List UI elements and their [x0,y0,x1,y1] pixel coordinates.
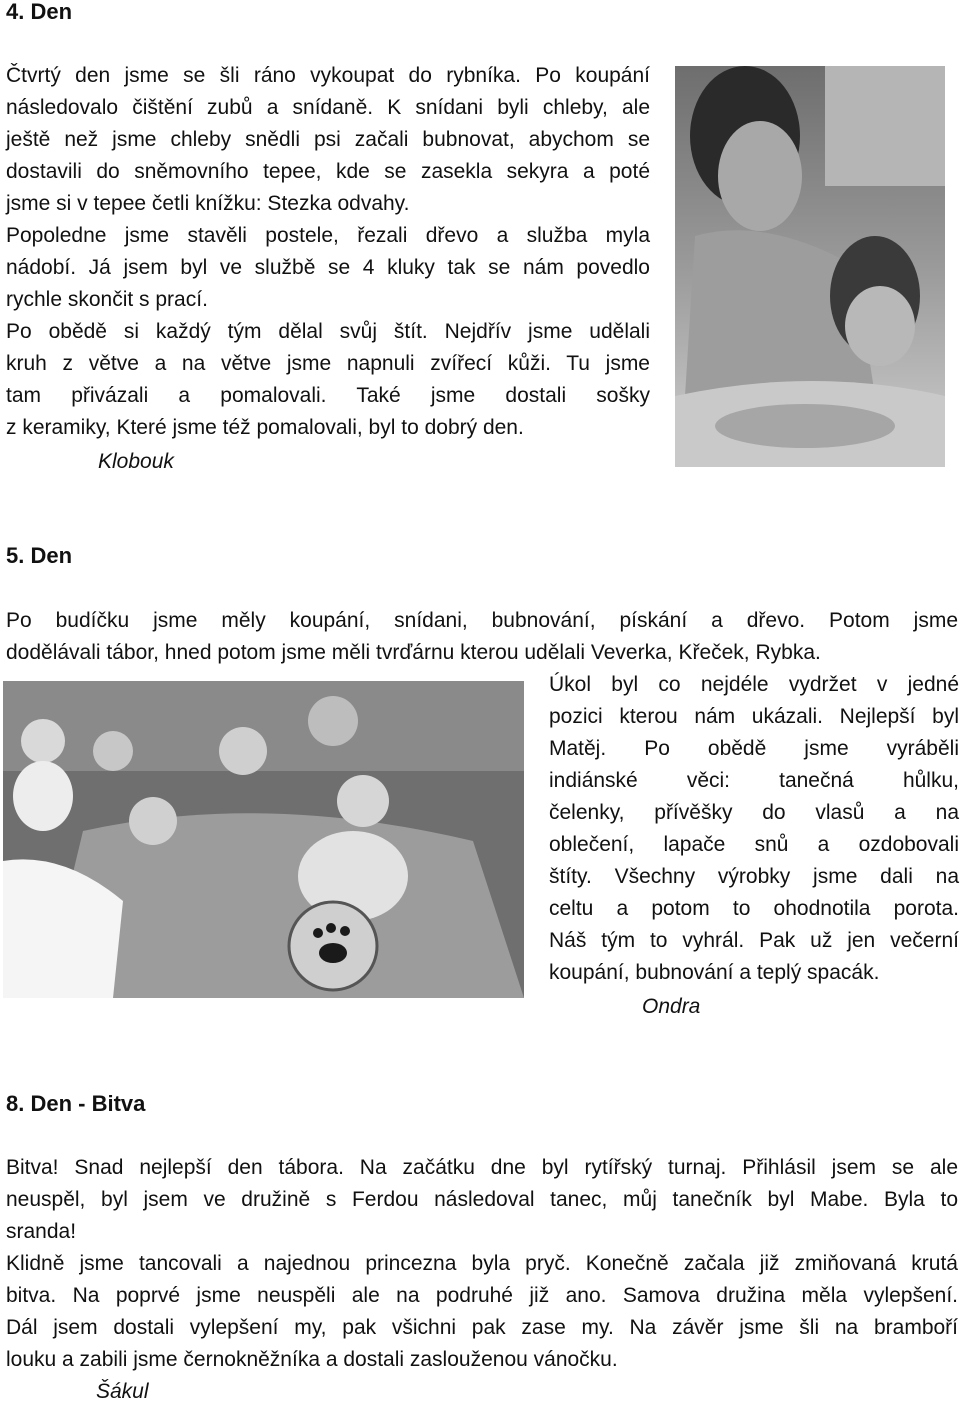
text-line: Popoledne jsme stavěli postele, řezali dřevo a služba myla [6,224,650,247]
text-line: Po obědě si každý tým dělal svůj štít. Nejdřív jsme udělali [6,320,650,343]
text-line: sranda! [6,1220,77,1243]
text-line: Náš tým to vyhrál. Pak už jen večerní [549,929,959,952]
text-line: neuspěl, byl jsem ve družině s Ferdou následoval tanec, můj tanečník byl Mabe. Byla to [6,1188,958,1211]
text-line: Dál jsem dostali vylepšení my, pak všichni pak zase my. Na závěr jsme šli na bramboří [6,1316,958,1339]
text-line: ještě než jsme chleby snědli psi začali bubnovat, abychom se [6,128,650,151]
text-line: pozici kterou nám ukázali. Nejlepší byl [549,705,959,728]
text-line: z keramiky, Které jsme též pomalovali, byl to dobrý den. [6,416,524,439]
text-line: štíty. Všechny výrobky jsme dali na [549,865,959,888]
photo-day5-graphic [3,681,524,998]
text-line: kruh z větve a na větve jsme napnuli zvířecí kůži. Tu jsme [6,352,650,375]
text-line: indiánské věci: tanečná hůlku, [549,769,959,792]
photo-day4-graphic [675,66,945,467]
text-line: jsme si v tepee četli knížku: Stezka odvahy. [6,192,410,215]
day4-heading: 4. Den [6,0,73,24]
text-line: Klidně jsme tancovali a najednou princezna byla pryč. Konečně začala již zmiňovaná krutá [6,1252,958,1275]
text-line: dodělávali tábor, hned potom jsme měli tvrďárnu kterou udělali Veverka, Křeček, Rybka. [6,641,821,664]
day5-heading: 5. Den [6,543,73,568]
text-line: louku a zabili jsme černokněžníka a dostali zaslouženou vánočku. [6,1348,618,1371]
day8-author: Šákul [96,1380,149,1403]
text-line: Matěj. Po obědě jsme vyráběli [549,737,959,760]
text-line: čelenky, přívěšky do vlasů a na [549,801,959,824]
text-line: bitva. Na poprvé jsme neuspěli ale na podruhé již ano. Samova družina měla vylepšení. [6,1284,958,1307]
day5-intro [6,605,958,669]
text-line: Čtvrtý den jsme se šli ráno vykoupat do rybníka. Po koupání [6,64,650,87]
text-line: Úkol byl co nejdéle vydržet v jedné [549,673,959,696]
photo-day4 [675,66,945,467]
text-line: tam přivázali a pomalovali. Také jsme dostali sošky [6,384,650,407]
text-line: rychle skončit s prací. [6,288,208,311]
text-line: koupání, bubnování a teplý spacák. [549,961,880,984]
day8-heading: 8. Den - Bitva [6,1091,146,1116]
day4-author: Klobouk [98,450,174,473]
text-line: nádobí. Já jsem byl ve službě se 4 kluky tak se nám povedlo [6,256,650,279]
text-line: dostavili do sněmovního tepee, kde se zasekla sekyra a poté [6,160,650,183]
day8-paragraph [6,1152,958,1376]
day5-author: Ondra [642,995,701,1018]
day4-paragraph [6,60,650,444]
text-line: Bitva! Snad nejlepší den tábora. Na začátku dne byl rytířský turnaj. Přihlásil jsem se ale [6,1156,958,1179]
text-line: oblečení, lapače snů a ozdobovali [549,833,959,856]
text-line: celtu a potom to ohodnotila porota. [549,897,959,920]
text-line: Po budíčku jsme měly koupání, snídani, bubnování, pískání a dřevo. Potom jsme [6,609,958,632]
text-line: následovalo čištění zubů a snídaně. K snídani byli chleby, ale [6,96,650,119]
day5-side-paragraph [549,669,959,989]
photo-day5 [3,681,524,998]
